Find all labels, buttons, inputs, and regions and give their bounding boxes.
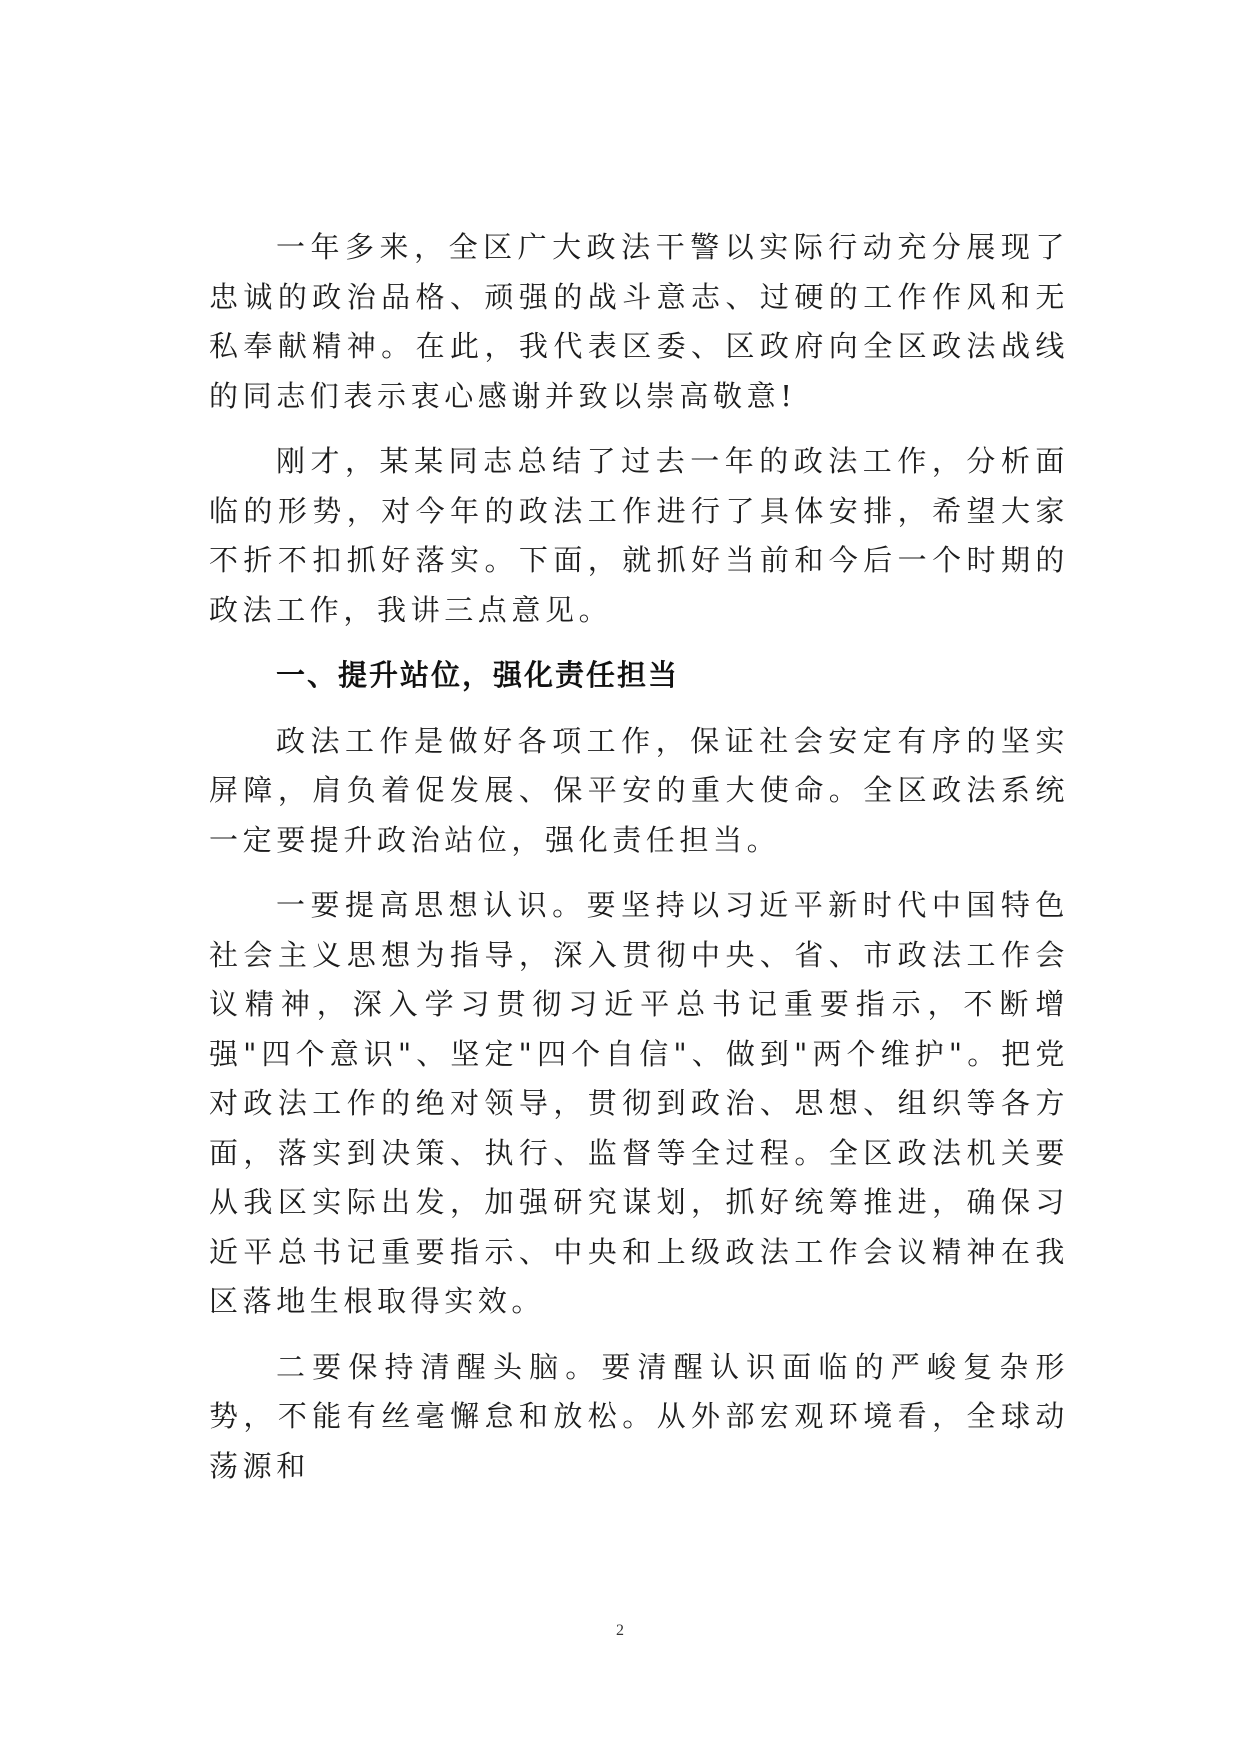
paragraph-section-intro: 政法工作是做好各项工作，保证社会安定有序的坚实屏障，肩负着促发展、保平安的重大使命。全区政法系统一定要提升政治站位，强化责任担当。 bbox=[209, 723, 1069, 857]
paragraph-tribute: 一年多来，全区广大政法干警以实际行动充分展现了忠诚的政治品格、顽强的战斗意志、过硬的工作作风和无私奉献精神。在此，我代表区委、区政府向全区政法战线的同志们表示衷心感谢并致以崇高敬意! bbox=[209, 230, 1069, 413]
page-number: 2 bbox=[616, 1622, 624, 1639]
document-body bbox=[209, 223, 1069, 1507]
paragraph-introduction: 刚才，某某同志总结了过去一年的政法工作，分析面临的形势，对今年的政法工作进行了具体安排，希望大家不折不扣抓好落实。下面，就抓好当前和今后一个时期的政法工作，我讲三点意见。 bbox=[209, 444, 1069, 627]
section-heading: 一、提升站位，强化责任担当 bbox=[276, 658, 680, 692]
paragraph-point-one: 一要提高思想认识。要坚持以习近平新时代中国特色社会主义思想为指导，深入贯彻中央、省、市政法工作会议精神，深入学习贯彻习近平总书记重要指示，不断增强"四个意识"、坚定"四个自信"、做到"两个维护"。把党对政法工作的绝对领导，贯彻到政治、思想、组织等各方面，落实到决策、执行、监督等全过程。全区政法机关要从我区实际出发，加强研究谋划，抓好统筹推进，确保习近平总书记重要指示、中央和上级政法工作会议精神在我区落地生根取得实效。 bbox=[209, 888, 1069, 1318]
paragraph-point-two: 二要保持清醒头脑。要清醒认识面临的严峻复杂形势，不能有丝毫懈怠和放松。从外部宏观环境看，全球动荡源和 bbox=[209, 1349, 1069, 1483]
